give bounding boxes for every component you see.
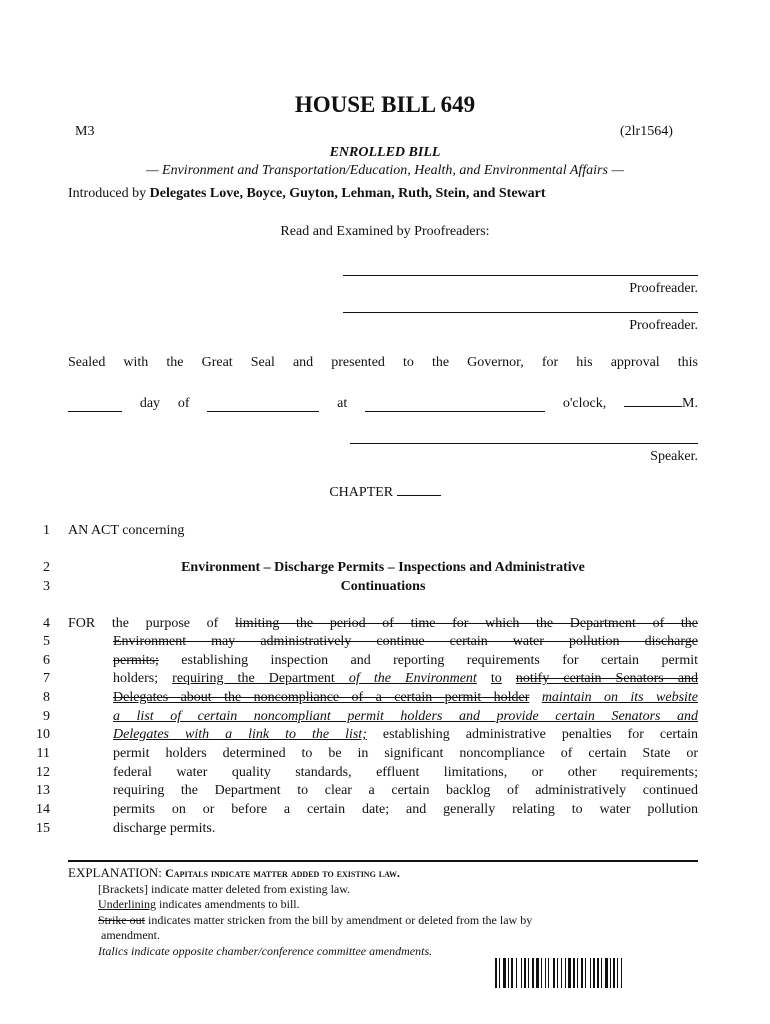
italic-amendment-text: maintain on its website xyxy=(541,690,699,705)
brackets-word: [Brackets] xyxy=(98,881,148,896)
purpose-line-4 xyxy=(68,616,698,632)
underlined-text: to xyxy=(490,671,502,686)
bill-subject-line-2: Continuations xyxy=(340,579,426,594)
meridiem-blank xyxy=(624,392,682,407)
purpose-line-7 xyxy=(113,671,698,687)
stricken-text: limiting the period of time for which the Department of the xyxy=(235,616,699,631)
proofreader-signature-line-1 xyxy=(343,275,698,276)
sponsors-line xyxy=(68,186,698,202)
proofreader-caption-2: Proofreader. xyxy=(629,318,698,333)
explanation-caps-line xyxy=(68,865,698,882)
purpose-line-8 xyxy=(113,690,698,706)
of-word: of xyxy=(177,396,190,411)
purpose-text: establishing inspection and reporting requirements for certain permit xyxy=(158,653,698,668)
day-blank xyxy=(68,397,122,412)
seal-date-row xyxy=(68,392,698,412)
explanation-label: EXPLANATION: xyxy=(68,865,166,880)
underlining-line xyxy=(68,897,698,913)
line-number: 15 xyxy=(36,821,50,836)
capitals-note: Capitals indicate matter added to existing law. xyxy=(165,866,401,880)
proofreaders-heading: Read and Examined by Proofreaders: xyxy=(280,224,490,239)
purpose-line-10 xyxy=(113,727,698,743)
line-number: 9 xyxy=(43,709,50,724)
bill-title: HOUSE BILL 649 xyxy=(294,92,476,117)
proofreader-caption-1: Proofreader. xyxy=(629,281,698,296)
barcode-icon xyxy=(495,958,679,988)
line-number: 11 xyxy=(36,746,50,761)
line-number: 7 xyxy=(43,671,50,686)
stricken-text: Environment may administratively continue certain water pollution discharge xyxy=(113,634,698,649)
strike-line xyxy=(68,913,698,929)
line-number: 10 xyxy=(36,727,50,742)
month-blank xyxy=(207,397,319,412)
italic-amendment-text: of the Environment xyxy=(348,671,477,686)
introduced-prefix: Introduced by xyxy=(68,186,150,201)
underlining-note: indicates amendments to bill. xyxy=(156,897,300,911)
line-number: 6 xyxy=(43,653,50,668)
line-number: 14 xyxy=(36,802,50,817)
m-word: M. xyxy=(682,396,698,411)
sponsors: Delegates Love, Boyce, Guyton, Lehman, Ruth, Stein, and Stewart xyxy=(149,186,546,201)
purpose-line-15: discharge permits. xyxy=(113,821,216,836)
purpose-text xyxy=(477,671,491,686)
sealed-statement: Sealed with the Great Seal and presented to the Governor, for his approval this xyxy=(68,355,698,370)
act-concerning: AN ACT concerning xyxy=(68,523,185,538)
purpose-text xyxy=(502,671,516,686)
brackets-note: indicate matter deleted from existing law. xyxy=(147,881,351,896)
purpose-line-6 xyxy=(113,653,698,669)
stricken-text: notify certain Senators and xyxy=(515,671,699,686)
strike-word: Strike out xyxy=(98,912,145,927)
strike-note: indicates matter stricken from the bill by amendment or deleted from the law by xyxy=(145,912,533,927)
purpose-text: FOR the purpose of xyxy=(68,616,236,631)
purpose-text xyxy=(529,690,541,705)
line-number: 3 xyxy=(43,579,50,594)
italics-line: Italics indicate opposite chamber/conference committee amendments. xyxy=(98,943,433,958)
line-number: 2 xyxy=(43,560,50,575)
committees-line: — Environment and Transportation/Education, Health, and Environmental Affairs — xyxy=(146,163,624,178)
explanation-rule xyxy=(68,860,698,862)
purpose-line-5 xyxy=(113,634,698,650)
explanation-block xyxy=(68,865,698,959)
brackets-line xyxy=(68,882,698,898)
stricken-text: Delegates about the noncompliance of a certain permit holder xyxy=(113,690,530,705)
chapter-line xyxy=(0,485,770,501)
purpose-line-9 xyxy=(113,709,698,725)
chapter-blank xyxy=(397,485,441,496)
proofreader-signature-line-2 xyxy=(343,312,698,313)
bill-subject-line-1: Environment – Discharge Permits – Inspections and Administrative xyxy=(181,560,585,575)
purpose-line-12: federal water quality standards, effluent limitations, or other requirements; xyxy=(113,765,698,780)
purpose-text: holders; xyxy=(113,671,173,686)
underlined-text: requiring the Department xyxy=(172,671,349,686)
purpose-line-11: permit holders determined to be in significant noncompliance of certain State or xyxy=(113,746,698,761)
line-number: 8 xyxy=(43,690,50,705)
line-number: 12 xyxy=(36,765,50,780)
speaker-caption: Speaker. xyxy=(650,449,698,464)
drafting-number: (2lr1564) xyxy=(620,124,673,139)
line-number: 1 xyxy=(43,523,50,538)
chapter-label: CHAPTER xyxy=(329,485,394,500)
time-blank xyxy=(365,397,545,412)
at-word: at xyxy=(337,396,348,411)
underlining-word: Underlining xyxy=(98,897,156,911)
speaker-signature-line xyxy=(350,443,698,444)
strike-line-cont: amendment. xyxy=(101,928,160,942)
italic-amendment-text: a list of certain noncompliant permit holders and provide certain Senators and xyxy=(113,709,698,724)
line-number: 5 xyxy=(43,634,50,649)
italic-amendment-text: Delegates with a link to the list; xyxy=(113,727,367,742)
stricken-text: permits; xyxy=(113,653,159,668)
purpose-line-14: permits on or before a certain date; and generally relating to water pollution xyxy=(113,802,698,817)
purpose-line-13: requiring the Department to clear a certain backlog of administratively continued xyxy=(113,783,698,798)
purpose-text: establishing administrative penalties for certain xyxy=(366,727,698,742)
line-number: 4 xyxy=(43,616,50,631)
enrolled-label: ENROLLED BILL xyxy=(329,145,441,160)
day-word: day xyxy=(139,396,161,411)
line-number: 13 xyxy=(36,783,50,798)
meridiem xyxy=(624,392,698,412)
subject-code: M3 xyxy=(75,124,95,139)
oclock-word: o'clock, xyxy=(562,396,607,411)
